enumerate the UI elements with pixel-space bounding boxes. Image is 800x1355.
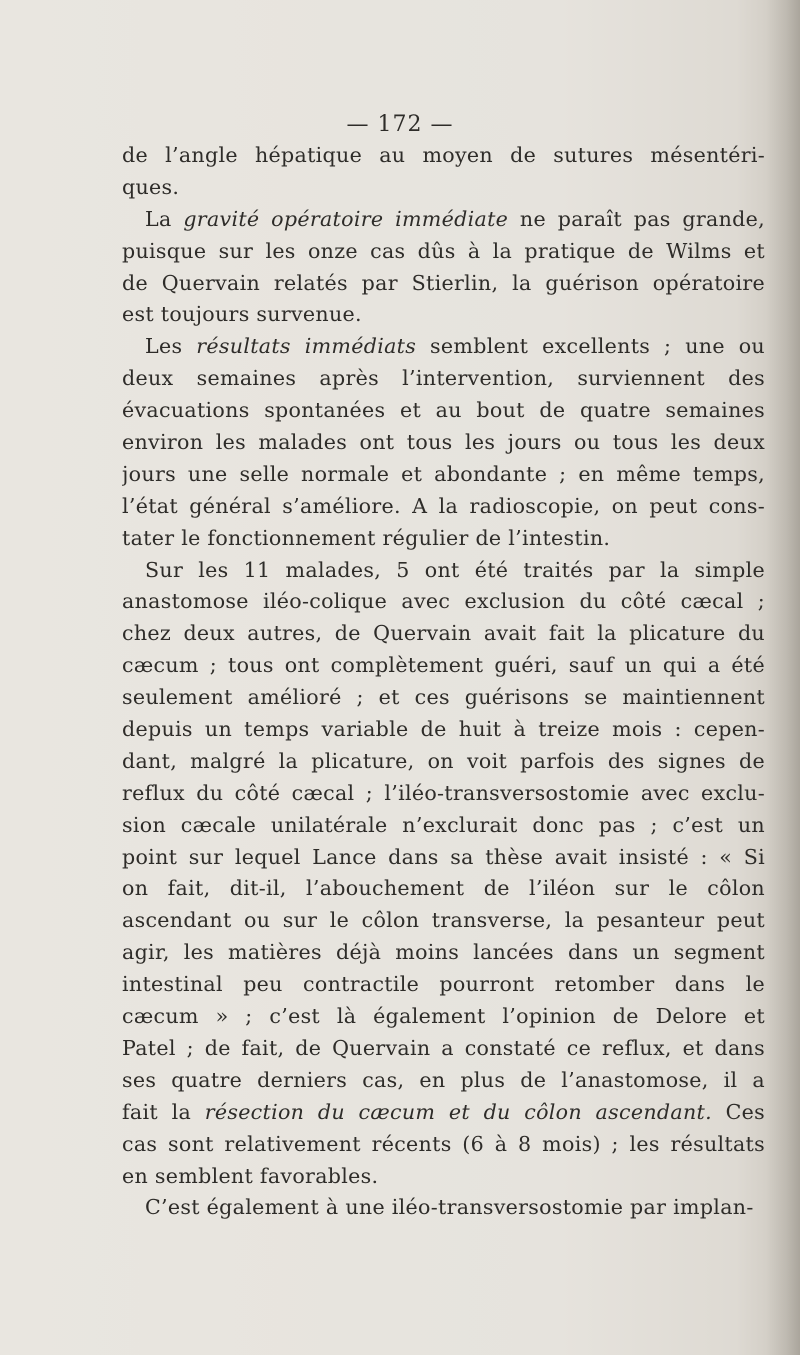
- text-run: reflux du côté cæcal ; l’iléo-transversostomie avec exclu-: [122, 780, 765, 805]
- text-run: dant, malgré la plicature, on voit parfois des signes de: [122, 748, 765, 773]
- page-number: — 172 —: [346, 112, 454, 137]
- text-run: ascendant ou sur le côlon transverse, la pesanteur peut: [122, 908, 765, 933]
- text-line: [122, 555, 765, 587]
- text-line: [122, 172, 765, 204]
- text-run: cæcum » ; c’est là également l’opinion de Delore et: [122, 1004, 765, 1029]
- text-run: intestinal peu contractile pourront retomber dans le: [122, 972, 765, 997]
- text-line: [122, 140, 765, 172]
- text-run: évacuations spontanées et au bout de quatre semaines: [122, 398, 765, 423]
- text-run: puisque sur les onze cas dûs à la pratique de Wilms et: [122, 238, 765, 263]
- text-run: Patel ; de fait, de Quervain a constaté ce reflux, et dans: [122, 1035, 765, 1060]
- text-line: [122, 682, 765, 714]
- text-run: chez deux autres, de Quervain avait fait la plicature du: [122, 621, 765, 646]
- text-line: [122, 1097, 765, 1129]
- text-line: [122, 1065, 765, 1097]
- text-line: [122, 746, 765, 778]
- text-run: Les: [145, 334, 197, 359]
- page-edge-shadow: [766, 0, 800, 1355]
- text-run: est toujours survenue.: [122, 302, 362, 327]
- text-line: [122, 714, 765, 746]
- text-run: ne paraît pas grande,: [508, 206, 765, 231]
- text-run: agir, les matières déjà moins lancées dans un segment: [122, 940, 765, 965]
- text-line: [122, 1192, 765, 1224]
- text-line: [122, 268, 765, 300]
- text-line: [122, 299, 765, 331]
- text-line: [122, 810, 765, 842]
- text-run: seulement amélioré ; et ces guérisons se maintiennent: [122, 685, 765, 710]
- text-line: [122, 586, 765, 618]
- text-line: [122, 1033, 765, 1065]
- text-line: [122, 873, 765, 905]
- text-run: La: [145, 206, 184, 231]
- text-run: ques.: [122, 174, 180, 199]
- text-run: sion cæcale unilatérale n’exclurait donc pas ; c’est un: [122, 812, 765, 837]
- text-line: [122, 1001, 765, 1033]
- text-line: [122, 236, 765, 268]
- text-line: [122, 204, 765, 236]
- text-line: [122, 842, 765, 874]
- text-run: Sur les 11 malades, 5 ont été traités par la simple: [145, 557, 765, 582]
- text-run: de Quervain relatés par Stierlin, la guérison opératoire: [122, 270, 765, 295]
- text-run: C’est également à une iléo-transversostomie par implan-: [145, 1195, 754, 1220]
- text-line: [122, 523, 765, 555]
- text-run: on fait, dit-il, l’abouchement de l’iléon sur le côlon: [122, 876, 765, 901]
- text-line: [122, 491, 765, 523]
- text-run: anastomose iléo-colique avec exclusion du côté cæcal ;: [122, 589, 765, 614]
- text-run: environ les malades ont tous les jours ou tous les deux: [122, 430, 765, 455]
- text-line: [122, 427, 765, 459]
- text-run: semblent excellents ; une ou: [416, 334, 765, 359]
- text-line: [122, 331, 765, 363]
- text-run: point sur lequel Lance dans sa thèse avait insisté : « Si: [122, 844, 765, 869]
- text-run: de l’angle hépatique au moyen de sutures mésentéri-: [122, 143, 765, 167]
- text-run: ses quatre derniers cas, en plus de l’anastomose, il a: [122, 1067, 765, 1092]
- text-line: [122, 618, 765, 650]
- text-run: fait la: [122, 1099, 205, 1124]
- text-line: [122, 459, 765, 491]
- text-block: [122, 140, 765, 1224]
- text-line: [122, 1161, 765, 1193]
- text-line: [122, 778, 765, 810]
- text-line: [122, 650, 765, 682]
- text-run: jours une selle normale et abondante ; en même temps,: [122, 461, 765, 486]
- text-line: [122, 937, 765, 969]
- text-run: l’état général s’améliore. A la radioscopie, on peut cons-: [122, 493, 765, 518]
- text-line: [122, 905, 765, 937]
- text-run: deux semaines après l’intervention, surviennent des: [122, 366, 765, 391]
- text-line: [122, 395, 765, 427]
- italic-phrase: résection du cæcum et du côlon ascendant.: [204, 1099, 712, 1124]
- text-line: [122, 363, 765, 395]
- text-line: [122, 969, 765, 1001]
- italic-phrase: résultats immédiats: [196, 334, 417, 359]
- text-run: tater le fonctionnement régulier de l’intestin.: [122, 525, 611, 550]
- text-run: en semblent favorables.: [122, 1163, 379, 1188]
- text-run: depuis un temps variable de huit à treize mois : cepen-: [122, 717, 765, 742]
- text-line: [122, 1129, 765, 1161]
- italic-phrase: gravité opératoire immédiate: [183, 206, 509, 231]
- text-run: cæcum ; tous ont complètement guéri, sauf un qui a été: [122, 653, 765, 678]
- text-run: Ces: [711, 1099, 765, 1124]
- text-run: cas sont relativement récents (6 à 8 mois) ; les résultats: [122, 1131, 765, 1156]
